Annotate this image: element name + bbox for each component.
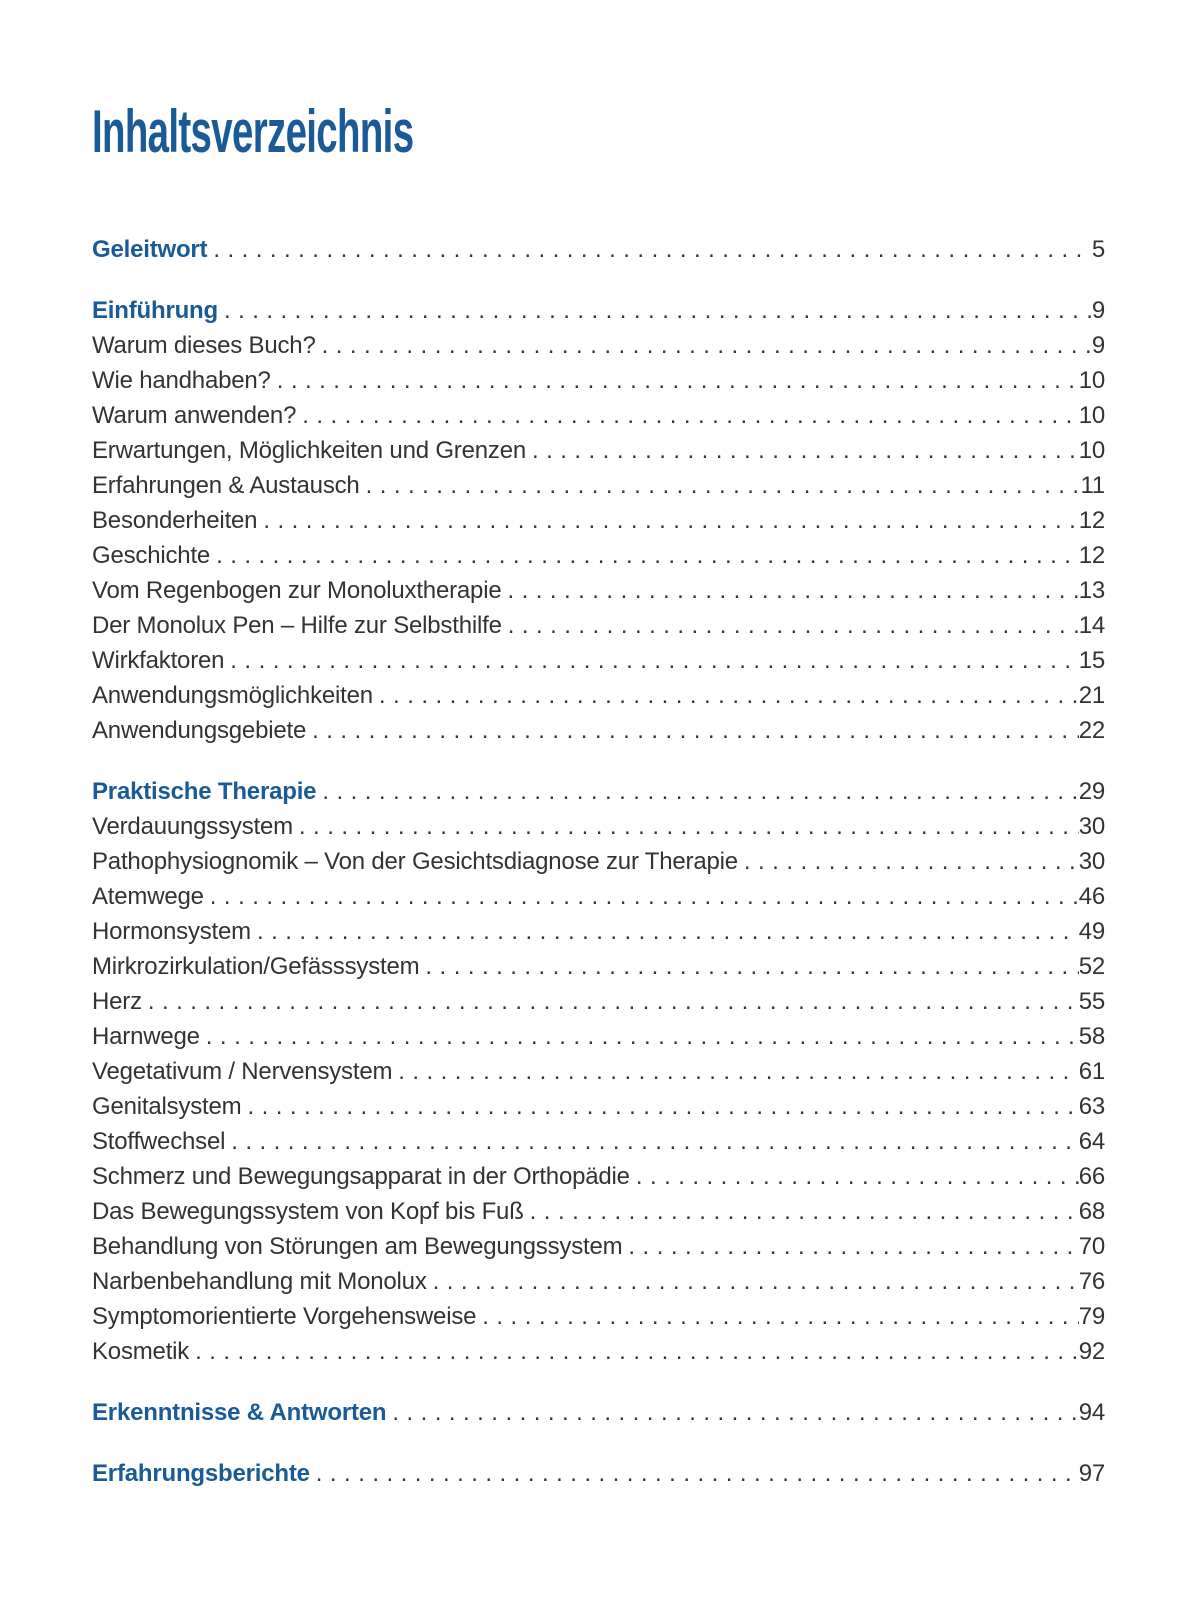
toc-entry-row [92, 433, 1105, 468]
toc-entry-row [92, 643, 1105, 678]
toc-entry-page-number: 49 [1078, 918, 1105, 945]
dot-leader [476, 1299, 1078, 1334]
toc-entry-page-number: 79 [1078, 1303, 1105, 1330]
toc-entry-page-number: 5 [1091, 236, 1105, 263]
toc-entry-row [92, 1229, 1105, 1264]
toc-entry-page-number: 10 [1078, 367, 1105, 394]
toc-entry-page-number: 63 [1078, 1093, 1105, 1120]
toc-entry-row [92, 1159, 1105, 1194]
toc-entry-row [92, 914, 1105, 949]
toc-entry-page-number: 22 [1078, 717, 1105, 744]
toc-entry-label: Hormonsystem [92, 918, 251, 945]
toc-entry-row [92, 328, 1105, 363]
toc-entry-row [92, 844, 1105, 879]
dot-leader [204, 879, 1079, 914]
dot-leader [501, 573, 1078, 608]
toc-heading-row [92, 232, 1105, 267]
dot-leader [210, 538, 1079, 573]
dot-leader [271, 363, 1079, 398]
dot-leader [241, 1089, 1078, 1124]
dot-leader [310, 1456, 1079, 1491]
toc-entry-page-number: 52 [1078, 953, 1105, 980]
toc-entry-label: Erfahrungsberichte [92, 1460, 310, 1487]
toc-entry-page-number: 68 [1078, 1198, 1105, 1225]
toc-entry-row [92, 879, 1105, 914]
toc-entry-row [92, 468, 1105, 503]
toc-entry-page-number: 30 [1078, 848, 1105, 875]
dot-leader [392, 1054, 1078, 1089]
toc-entry-label: Geschichte [92, 542, 211, 569]
toc-entry-label: Warum dieses Buch? [92, 332, 316, 359]
toc-heading-row [92, 1456, 1105, 1491]
toc-entry-label: Narbenbehandlung mit Monolux [92, 1268, 427, 1295]
dot-leader [306, 713, 1079, 748]
toc-entry-page-number: 9 [1091, 332, 1105, 359]
toc-entry-page-number: 66 [1078, 1163, 1105, 1190]
toc-entry-label: Vom Regenbogen zur Monoluxtherapie [92, 577, 502, 604]
toc-entry-label: Genitalsystem [92, 1093, 242, 1120]
toc-entry-label: Einführung [92, 297, 218, 324]
toc-entry-row [92, 538, 1105, 573]
toc-entry-label: Erwartungen, Möglichkeiten und Grenzen [92, 437, 526, 464]
toc-entry-row [92, 1054, 1105, 1089]
toc-entry-page-number: 94 [1078, 1399, 1105, 1426]
toc-entry-page-number: 14 [1078, 612, 1105, 639]
toc-entry-label: Stoffwechsel [92, 1128, 226, 1155]
toc-entry-label: Kosmetik [92, 1338, 190, 1365]
toc-entry-page-number: 29 [1078, 778, 1105, 805]
toc-entry-label: Mirkrozirkulation/Gefässsystem [92, 953, 420, 980]
toc-heading-row [92, 293, 1105, 328]
page-title: Inhaltsverzeichnis [92, 98, 414, 165]
dot-leader [293, 809, 1079, 844]
toc-entry-page-number: 10 [1078, 402, 1105, 429]
dot-leader [622, 1229, 1078, 1264]
toc-entry-page-number: 9 [1091, 297, 1105, 324]
toc-entry-row [92, 608, 1105, 643]
toc-entry-label: Geleitwort [92, 236, 208, 263]
toc-entry-label: Symptomorientierte Vorgehensweise [92, 1303, 477, 1330]
dot-leader [251, 914, 1079, 949]
toc-entry-label: Erfahrungen & Austausch [92, 472, 360, 499]
toc-entry-label: Anwendungsgebiete [92, 717, 307, 744]
toc-entry-row [92, 1299, 1105, 1334]
toc-entry-label: Harnwege [92, 1023, 200, 1050]
toc-entry-row [92, 809, 1105, 844]
toc-entry-row [92, 1019, 1105, 1054]
dot-leader [225, 1124, 1078, 1159]
toc-entry-page-number: 10 [1078, 437, 1105, 464]
dot-leader [738, 844, 1079, 879]
toc-entry-row [92, 573, 1105, 608]
toc-entry-page-number: 61 [1078, 1058, 1105, 1085]
dot-leader [296, 398, 1078, 433]
dot-leader [189, 1334, 1079, 1369]
toc-entry-row [92, 713, 1105, 748]
toc-entry-page-number: 12 [1078, 507, 1105, 534]
toc-entry-label: Besonderheiten [92, 507, 258, 534]
toc-entry-page-number: 15 [1078, 647, 1105, 674]
dot-leader [630, 1159, 1079, 1194]
dot-leader [373, 678, 1079, 713]
toc-entry-label: Atemwege [92, 883, 204, 910]
toc-entry-page-number: 11 [1080, 472, 1105, 499]
toc-entry-label: Vegetativum / Nervensystem [92, 1058, 393, 1085]
toc-entry-label: Wie handhaben? [92, 367, 271, 394]
toc-entry-label: Pathophysiognomik – Von der Gesichtsdiagnose zur Therapie [92, 848, 738, 875]
toc-entry-page-number: 46 [1078, 883, 1105, 910]
toc-entry-label: Wirkfaktoren [92, 647, 225, 674]
toc-entry-row [92, 1334, 1105, 1369]
toc-entry-label: Praktische Therapie [92, 778, 317, 805]
toc-entry-row [92, 363, 1105, 398]
dot-leader [524, 1194, 1079, 1229]
toc-entry-row [92, 398, 1105, 433]
toc-entry-page-number: 97 [1078, 1460, 1105, 1487]
toc-heading-row [92, 774, 1105, 809]
toc-entry-page-number: 55 [1078, 988, 1105, 1015]
dot-leader [316, 328, 1092, 363]
dot-leader [427, 1264, 1079, 1299]
toc-entry-page-number: 70 [1078, 1233, 1105, 1260]
toc-entry-label: Schmerz und Bewegungsapparat in der Orthopädie [92, 1163, 630, 1190]
toc-entry-row [92, 1124, 1105, 1159]
toc-entry-row [92, 503, 1105, 538]
dot-leader [142, 984, 1079, 1019]
toc-heading-row [92, 1395, 1105, 1430]
dot-leader [502, 608, 1079, 643]
toc-entry-page-number: 92 [1078, 1338, 1105, 1365]
dot-leader [218, 293, 1092, 328]
toc-entry-page-number: 64 [1078, 1128, 1105, 1155]
toc-entry-label: Der Monolux Pen – Hilfe zur Selbsthilfe [92, 612, 502, 639]
toc-entry-row [92, 984, 1105, 1019]
toc-entry-row [92, 949, 1105, 984]
dot-leader [526, 433, 1079, 468]
dot-leader [386, 1395, 1078, 1430]
toc-entry-label: Erkenntnisse & Antworten [92, 1399, 387, 1426]
toc-entry-page-number: 21 [1078, 682, 1105, 709]
toc-entry-page-number: 13 [1078, 577, 1105, 604]
toc-entry-label: Behandlung von Störungen am Bewegungssystem [92, 1233, 623, 1260]
toc-entry-page-number: 76 [1078, 1268, 1105, 1295]
toc-entry-label: Das Bewegungssystem von Kopf bis Fuß [92, 1198, 524, 1225]
dot-leader [257, 503, 1078, 538]
toc-entry-label: Herz [92, 988, 142, 1015]
table-of-contents [92, 232, 1105, 1491]
toc-entry-label: Anwendungsmöglichkeiten [92, 682, 373, 709]
dot-leader [207, 232, 1091, 267]
dot-leader [360, 468, 1081, 503]
toc-entry-row [92, 1264, 1105, 1299]
toc-entry-page-number: 58 [1078, 1023, 1105, 1050]
toc-entry-page-number: 12 [1078, 542, 1105, 569]
dot-leader [200, 1019, 1079, 1054]
toc-entry-label: Warum anwenden? [92, 402, 297, 429]
dot-leader [316, 774, 1078, 809]
toc-entry-page-number: 30 [1078, 813, 1105, 840]
toc-entry-row [92, 678, 1105, 713]
toc-entry-row [92, 1194, 1105, 1229]
dot-leader [224, 643, 1078, 678]
toc-entry-label: Verdauungssystem [92, 813, 293, 840]
dot-leader [419, 949, 1078, 984]
toc-entry-row [92, 1089, 1105, 1124]
